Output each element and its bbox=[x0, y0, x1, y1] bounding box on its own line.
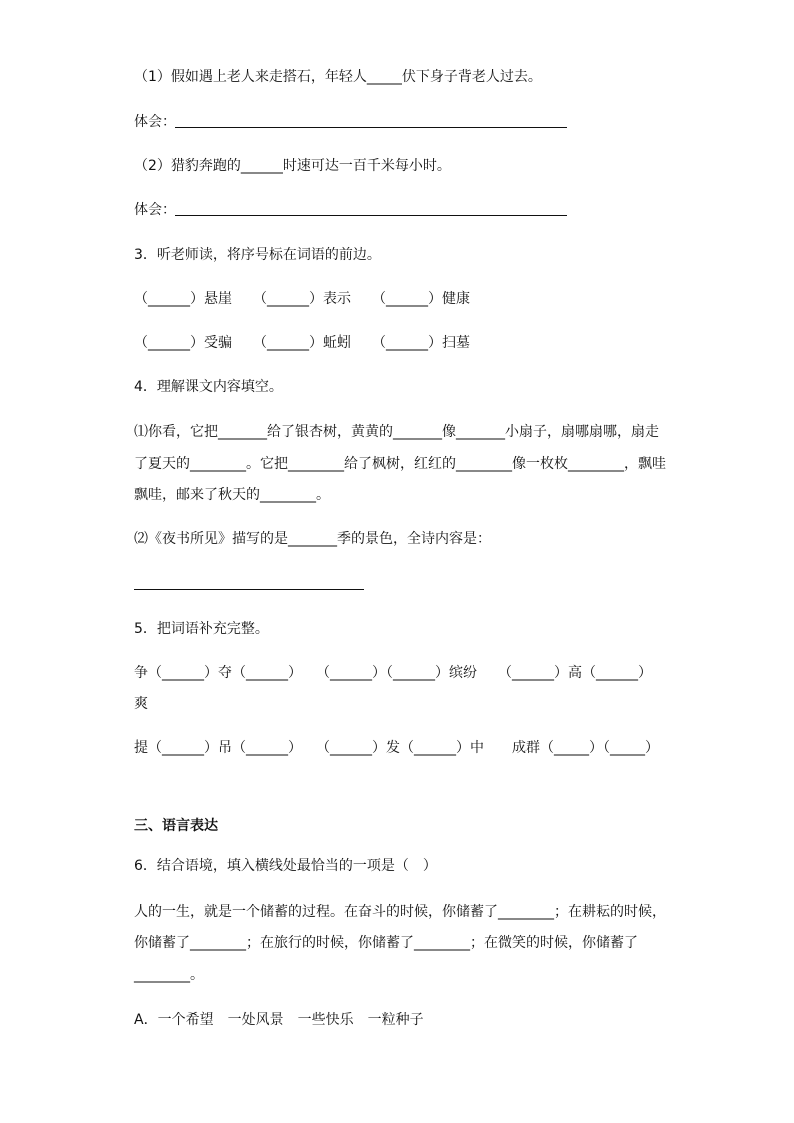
q4-paragraph-line-3: 飘哇，邮来了秋天的________。 bbox=[134, 487, 330, 503]
q3-heading: 3．听老师读，将序号标在词语的前边。 bbox=[134, 247, 381, 263]
q4-item-2: ⑵《夜书所见》描写的是_______季的景色，全诗内容是： bbox=[134, 531, 491, 547]
q5-heading: 5．把词语补充完整。 bbox=[134, 621, 269, 637]
q3-row-1: （______）悬崖 （______）表示 （______）健康 bbox=[134, 291, 470, 307]
q4-heading: 4．理解课文内容填空。 bbox=[134, 379, 283, 395]
section-3-title: 三、语言表达 bbox=[134, 818, 218, 834]
q6-option-a[interactable]: A．一个希望 一处风景 一些快乐 一粒种子 bbox=[134, 1012, 424, 1028]
item-1-text: （1）假如遇上老人来走搭石，年轻人_____伏下身子背老人过去。 bbox=[134, 69, 542, 85]
q5-row-1-wrap: 爽 bbox=[134, 696, 148, 712]
tihui-2-answer-line[interactable] bbox=[175, 215, 567, 216]
q3-row-2: （______）受骗 （______）蚯蚓 （______）扫墓 bbox=[134, 335, 470, 351]
q5-row-1: 争（______）夺（______） （______）（______）缤纷 （______）高（______） bbox=[134, 665, 652, 681]
q4-poem-answer-line[interactable] bbox=[134, 589, 364, 590]
tihui-2-label: 体会： bbox=[134, 202, 176, 218]
item-2-text: （2）猎豹奔跑的______时速可达一百千米每小时。 bbox=[134, 158, 451, 174]
q4-paragraph-line-1: ⑴你看，它把_______给了银杏树，黄黄的_______像_______小扇子，扇哪扇哪，扇走 bbox=[134, 424, 659, 440]
q6-paragraph-line-3: ________。 bbox=[134, 967, 204, 983]
tihui-1-answer-line[interactable] bbox=[175, 127, 567, 128]
q6-heading: 6．结合语境，填入横线处最恰当的一项是（ ） bbox=[134, 858, 437, 874]
q4-paragraph-line-2: 了夏天的________。它把________给了枫树，红红的________像一枚枚________，飘哇 bbox=[134, 456, 666, 472]
q6-paragraph-line-2: 你储蓄了________；在旅行的时候，你储蓄了________；在微笑的时候，你储蓄了 bbox=[134, 935, 638, 951]
q5-row-2: 提（______）吊（______） （______）发（______）中 成群（_____）（_____） bbox=[134, 740, 659, 756]
tihui-1-label: 体会： bbox=[134, 114, 176, 130]
q6-paragraph-line-1: 人的一生，就是一个储蓄的过程。在奋斗的时候，你储蓄了________；在耕耘的时候， bbox=[134, 904, 666, 920]
